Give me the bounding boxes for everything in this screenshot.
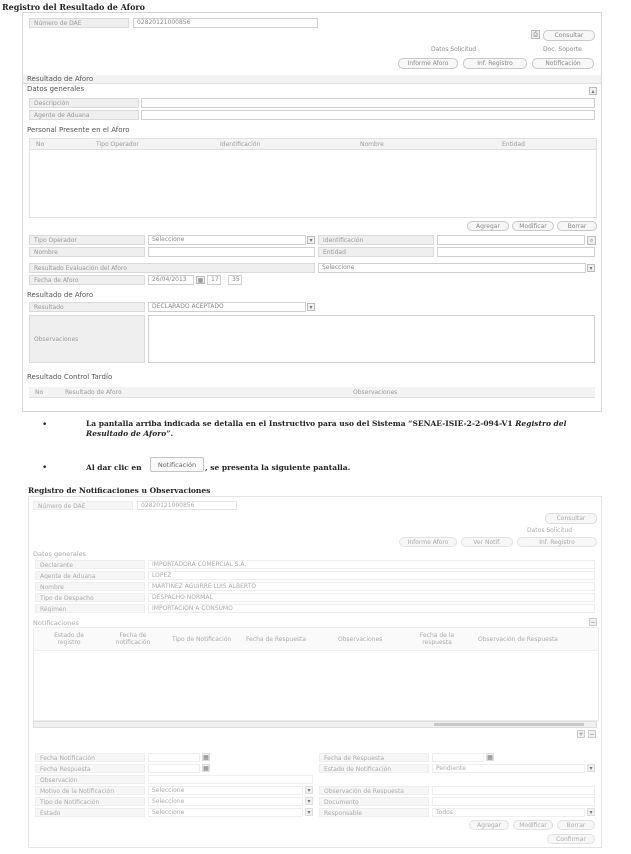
bottom-left-field-3[interactable] — [148, 775, 313, 784]
top-agente-label: Agente de Aduana — [29, 110, 139, 120]
top-resultado2-dropdown-icon[interactable]: ▾ — [307, 303, 315, 311]
bottom-right-dropdown-icon-5[interactable]: ▾ — [587, 808, 595, 816]
top-nombre-label: Nombre — [29, 247, 145, 257]
top-calendar-icon[interactable]: ▦ — [197, 277, 204, 284]
top-bottom-col-resultado: Resultado de Aforo — [65, 389, 122, 396]
bottom-regimen-label: Régimen — [35, 604, 145, 613]
bottom-col-fecha-notificacion: Fecha de notificación — [115, 632, 151, 646]
bottom-right-dropdown-icon-2[interactable]: ▾ — [587, 764, 595, 772]
bottom-col-fecha-la-respuesta: Fecha de la respuesta — [419, 632, 455, 646]
bottom-notif-grid — [33, 627, 599, 721]
top-bottom-section-title: Resultado Control Tardío — [27, 373, 113, 381]
bottom-left-field-6[interactable]: Seleccione — [148, 808, 303, 817]
top-tab-notificacion[interactable]: Notificación — [532, 58, 594, 69]
bottom-left-label-3: Observación — [35, 775, 145, 784]
top-bottom-col-no: No — [35, 389, 44, 396]
top-identificacion-label: Identificación — [318, 235, 434, 245]
paragraph-1-text: La pantalla arriba indicada se detalla en el Instructivo para uso del Sistema “SENAE-ISIE-2-2-094-V1 — [86, 419, 516, 428]
bottom-right-field-1[interactable] — [432, 753, 484, 762]
bottom-left-field-1[interactable] — [148, 753, 200, 762]
bullet-2: • — [42, 463, 48, 473]
bottom-nombre-label: Nombre — [35, 582, 145, 591]
top-entidad-label: Entidad — [318, 247, 434, 257]
bottom-tab-inf-registro[interactable]: Inf. Registro — [517, 537, 597, 547]
bottom-left-dropdown-icon-5[interactable]: ▾ — [305, 797, 313, 805]
top-personal-title: Personal Presente en el Aforo — [27, 126, 130, 134]
bottom-left-dropdown-icon-4[interactable]: ▾ — [305, 786, 313, 794]
bottom-left-label-4: Motivo de la Notificación — [35, 786, 145, 795]
bottom-tipo-despacho-label: Tipo de Despacho — [35, 593, 145, 602]
bottom-datos-generales-title: Datos generales — [33, 550, 87, 558]
top-search-icon[interactable]: ⌕ — [587, 236, 596, 245]
top-hora-input[interactable]: 17 — [207, 275, 221, 285]
paragraph-2-prefix: Al dar clic en — [86, 463, 142, 472]
top-time-separator: : — [223, 275, 226, 282]
top-agregar-button[interactable]: Agregar — [467, 221, 509, 231]
top-tab-inf-registro[interactable]: Inf. Registro — [463, 58, 527, 69]
bottom-modificar-button[interactable]: Modificar — [513, 820, 553, 830]
bottom-col-tipo-notificacion: Tipo de Notificación — [172, 636, 232, 643]
bottom-right-field-4[interactable] — [432, 797, 595, 806]
top-identificacion-input[interactable] — [437, 235, 585, 245]
bullet-1: • — [42, 420, 48, 430]
bottom-left-calendar-icon-1[interactable]: ▦ — [203, 754, 209, 761]
top-resultado-dropdown-icon[interactable]: ▾ — [587, 264, 595, 272]
bottom-agente-value: LOPEZ — [148, 571, 595, 580]
bottom-agregar-button[interactable]: Agregar — [469, 820, 509, 830]
bottom-right-label-5: Responsable — [319, 808, 429, 817]
bottom-confirmar-button[interactable]: Confirmar — [547, 834, 595, 844]
top-tipo-operador-label: Tipo Operador — [29, 235, 145, 245]
bottom-col-estado: Estado de registro — [54, 632, 84, 646]
bottom-col-obs-respuesta: Observación de Respuesta — [478, 636, 558, 643]
top-window-title: Registro del Resultado de Aforo — [2, 2, 145, 12]
top-form-frame — [22, 12, 602, 412]
top-tipo-operador-dropdown-icon[interactable]: ▾ — [307, 236, 315, 244]
top-bottom-col-observaciones: Observaciones — [353, 389, 398, 396]
bottom-right-field-3[interactable] — [432, 786, 595, 795]
bottom-right-calendar-icon[interactable]: ▦ — [487, 754, 493, 761]
top-collapse-icon[interactable]: ▴ — [589, 87, 597, 95]
bottom-left-field-5[interactable]: Seleccione — [148, 797, 303, 806]
bottom-left-calendar-icon-2[interactable]: ▦ — [203, 765, 209, 772]
top-resultado-evaluacion-label: Resultado Evaluación del Aforo — [29, 263, 315, 273]
top-fecha-aforo-input[interactable]: 26/04/2013 — [148, 275, 194, 285]
bottom-add-row-icon[interactable]: + — [578, 731, 584, 738]
top-tab-informe-aforo[interactable]: Informe Aforo — [398, 58, 458, 69]
bottom-link-datos-solicitud[interactable]: Datos Solicitud — [527, 527, 573, 534]
bottom-remove-row-icon[interactable]: − — [589, 731, 595, 738]
bottom-left-field-4[interactable]: Seleccione — [148, 786, 303, 795]
bottom-declarante-label: Declarante — [35, 560, 145, 569]
top-personal-grid — [29, 138, 597, 218]
bottom-col-observaciones: Observaciones — [338, 636, 383, 643]
top-observaciones-label: Observaciones — [29, 315, 145, 363]
bottom-right-label-4: Documento — [319, 797, 429, 806]
top-link-datos-solicitud[interactable]: Datos Solicitud — [431, 46, 477, 53]
top-col-tipo-operador: Tipo Operador — [96, 141, 139, 148]
bottom-regimen-value: IMPORTACIÓN A CONSUMO — [148, 604, 595, 613]
bottom-right-label-3: Observación de Respuesta — [319, 786, 429, 795]
paragraph-2-suffix: , se presenta la siguiente pantalla. — [205, 463, 351, 472]
top-link-doc-soporte[interactable]: Doc. Soporte — [543, 46, 582, 53]
top-minuto-input[interactable]: 35 — [228, 275, 242, 285]
top-nombre-input[interactable] — [148, 247, 315, 257]
top-col-entidad: Entidad — [502, 141, 525, 148]
top-entidad-input[interactable] — [437, 247, 595, 257]
bottom-left-label-5: Tipo de Notificación — [35, 797, 145, 806]
top-borrar-button[interactable]: Borrar — [557, 221, 597, 231]
top-numero-input[interactable]: 02820121000856 — [133, 18, 318, 28]
bottom-tipo-despacho-value: DESPACHO NORMAL — [148, 593, 595, 602]
bottom-numero-label: Número de DAE — [33, 501, 133, 510]
bottom-right-label-1: Fecha de Respuesta — [319, 753, 429, 762]
bottom-scroll-thumb[interactable] — [434, 723, 584, 726]
bottom-collapse-icon[interactable]: − — [590, 619, 596, 626]
top-numero-label: Número de DAE — [29, 18, 129, 28]
bottom-right-field-2[interactable]: Pendiente — [432, 764, 585, 773]
top-agente-field — [141, 110, 595, 120]
bottom-agente-label: Agente de Aduana — [35, 571, 145, 580]
top-tipo-operador-select[interactable]: Seleccione — [148, 235, 306, 245]
top-section-resultado: Resultado de Aforo — [23, 75, 601, 84]
top-descripcion-label: Descripción — [29, 98, 139, 108]
bottom-notificaciones-label: Notificaciones — [33, 619, 79, 627]
bottom-right-field-5[interactable]: Todos — [432, 808, 585, 817]
top-resultado2-label: Resultado — [29, 302, 145, 312]
bottom-form-frame — [28, 496, 602, 848]
paragraph-1 — [86, 419, 611, 439]
bottom-right-label-2: Estado de Notificación — [319, 764, 429, 773]
top-modificar-button[interactable]: Modificar — [512, 221, 554, 231]
top-col-nombre: Nombre — [360, 141, 384, 148]
paragraph-2-notificacion-button: Notificación — [150, 457, 204, 472]
bottom-left-field-2[interactable] — [148, 764, 200, 773]
bottom-left-label-1: Fecha Notificación — [35, 753, 145, 762]
bottom-declarante-value: IMPORTADORA COMERCIAL S.A. — [148, 560, 595, 569]
top-print-icon[interactable]: ⎙ — [531, 30, 540, 39]
bottom-consultar-button[interactable]: Consultar — [545, 513, 597, 524]
top-col-no: No — [36, 141, 45, 148]
top-fecha-aforo-label: Fecha de Aforo — [29, 275, 145, 285]
bottom-left-label-6: Estado — [35, 808, 145, 817]
top-descripcion-field — [141, 98, 595, 108]
bottom-left-label-2: Fecha Respuesta — [35, 764, 145, 773]
top-resultado2-select[interactable]: DECLARADO ACEPTADO — [148, 302, 306, 312]
top-consultar-button[interactable]: Consultar — [543, 30, 595, 41]
bottom-nombre-value: MARTINEZ AGUIRRE LUIS ALBERTO — [148, 582, 595, 591]
bottom-window-title: Registro de Notificaciones u Observaciones — [28, 486, 211, 495]
top-observaciones-textarea[interactable] — [148, 315, 595, 363]
top-aforo-section-title: Resultado de Aforo — [27, 291, 94, 299]
bottom-col-fecha-respuesta: Fecha de Respuesta — [246, 636, 307, 643]
bottom-borrar-button[interactable]: Borrar — [557, 820, 595, 830]
bottom-numero-input[interactable]: 02820121000856 — [137, 501, 237, 510]
top-datos-generales-title: Datos generales — [27, 85, 85, 93]
paragraph-1-italic: Registro del Resultado de Aforo — [86, 419, 567, 438]
bottom-left-dropdown-icon-6[interactable]: ▾ — [305, 808, 313, 816]
paragraph-1-tail: ”. — [166, 429, 174, 438]
bottom-tab-ver-notif[interactable]: Ver Notif. — [461, 537, 513, 547]
bottom-horizontal-scrollbar[interactable] — [33, 721, 597, 728]
top-col-identificacion: Identificación — [220, 141, 261, 148]
bottom-tab-informe-aforo[interactable]: Informe Aforo — [399, 537, 457, 547]
top-resultado-evaluacion-select[interactable]: Seleccione — [318, 263, 586, 273]
